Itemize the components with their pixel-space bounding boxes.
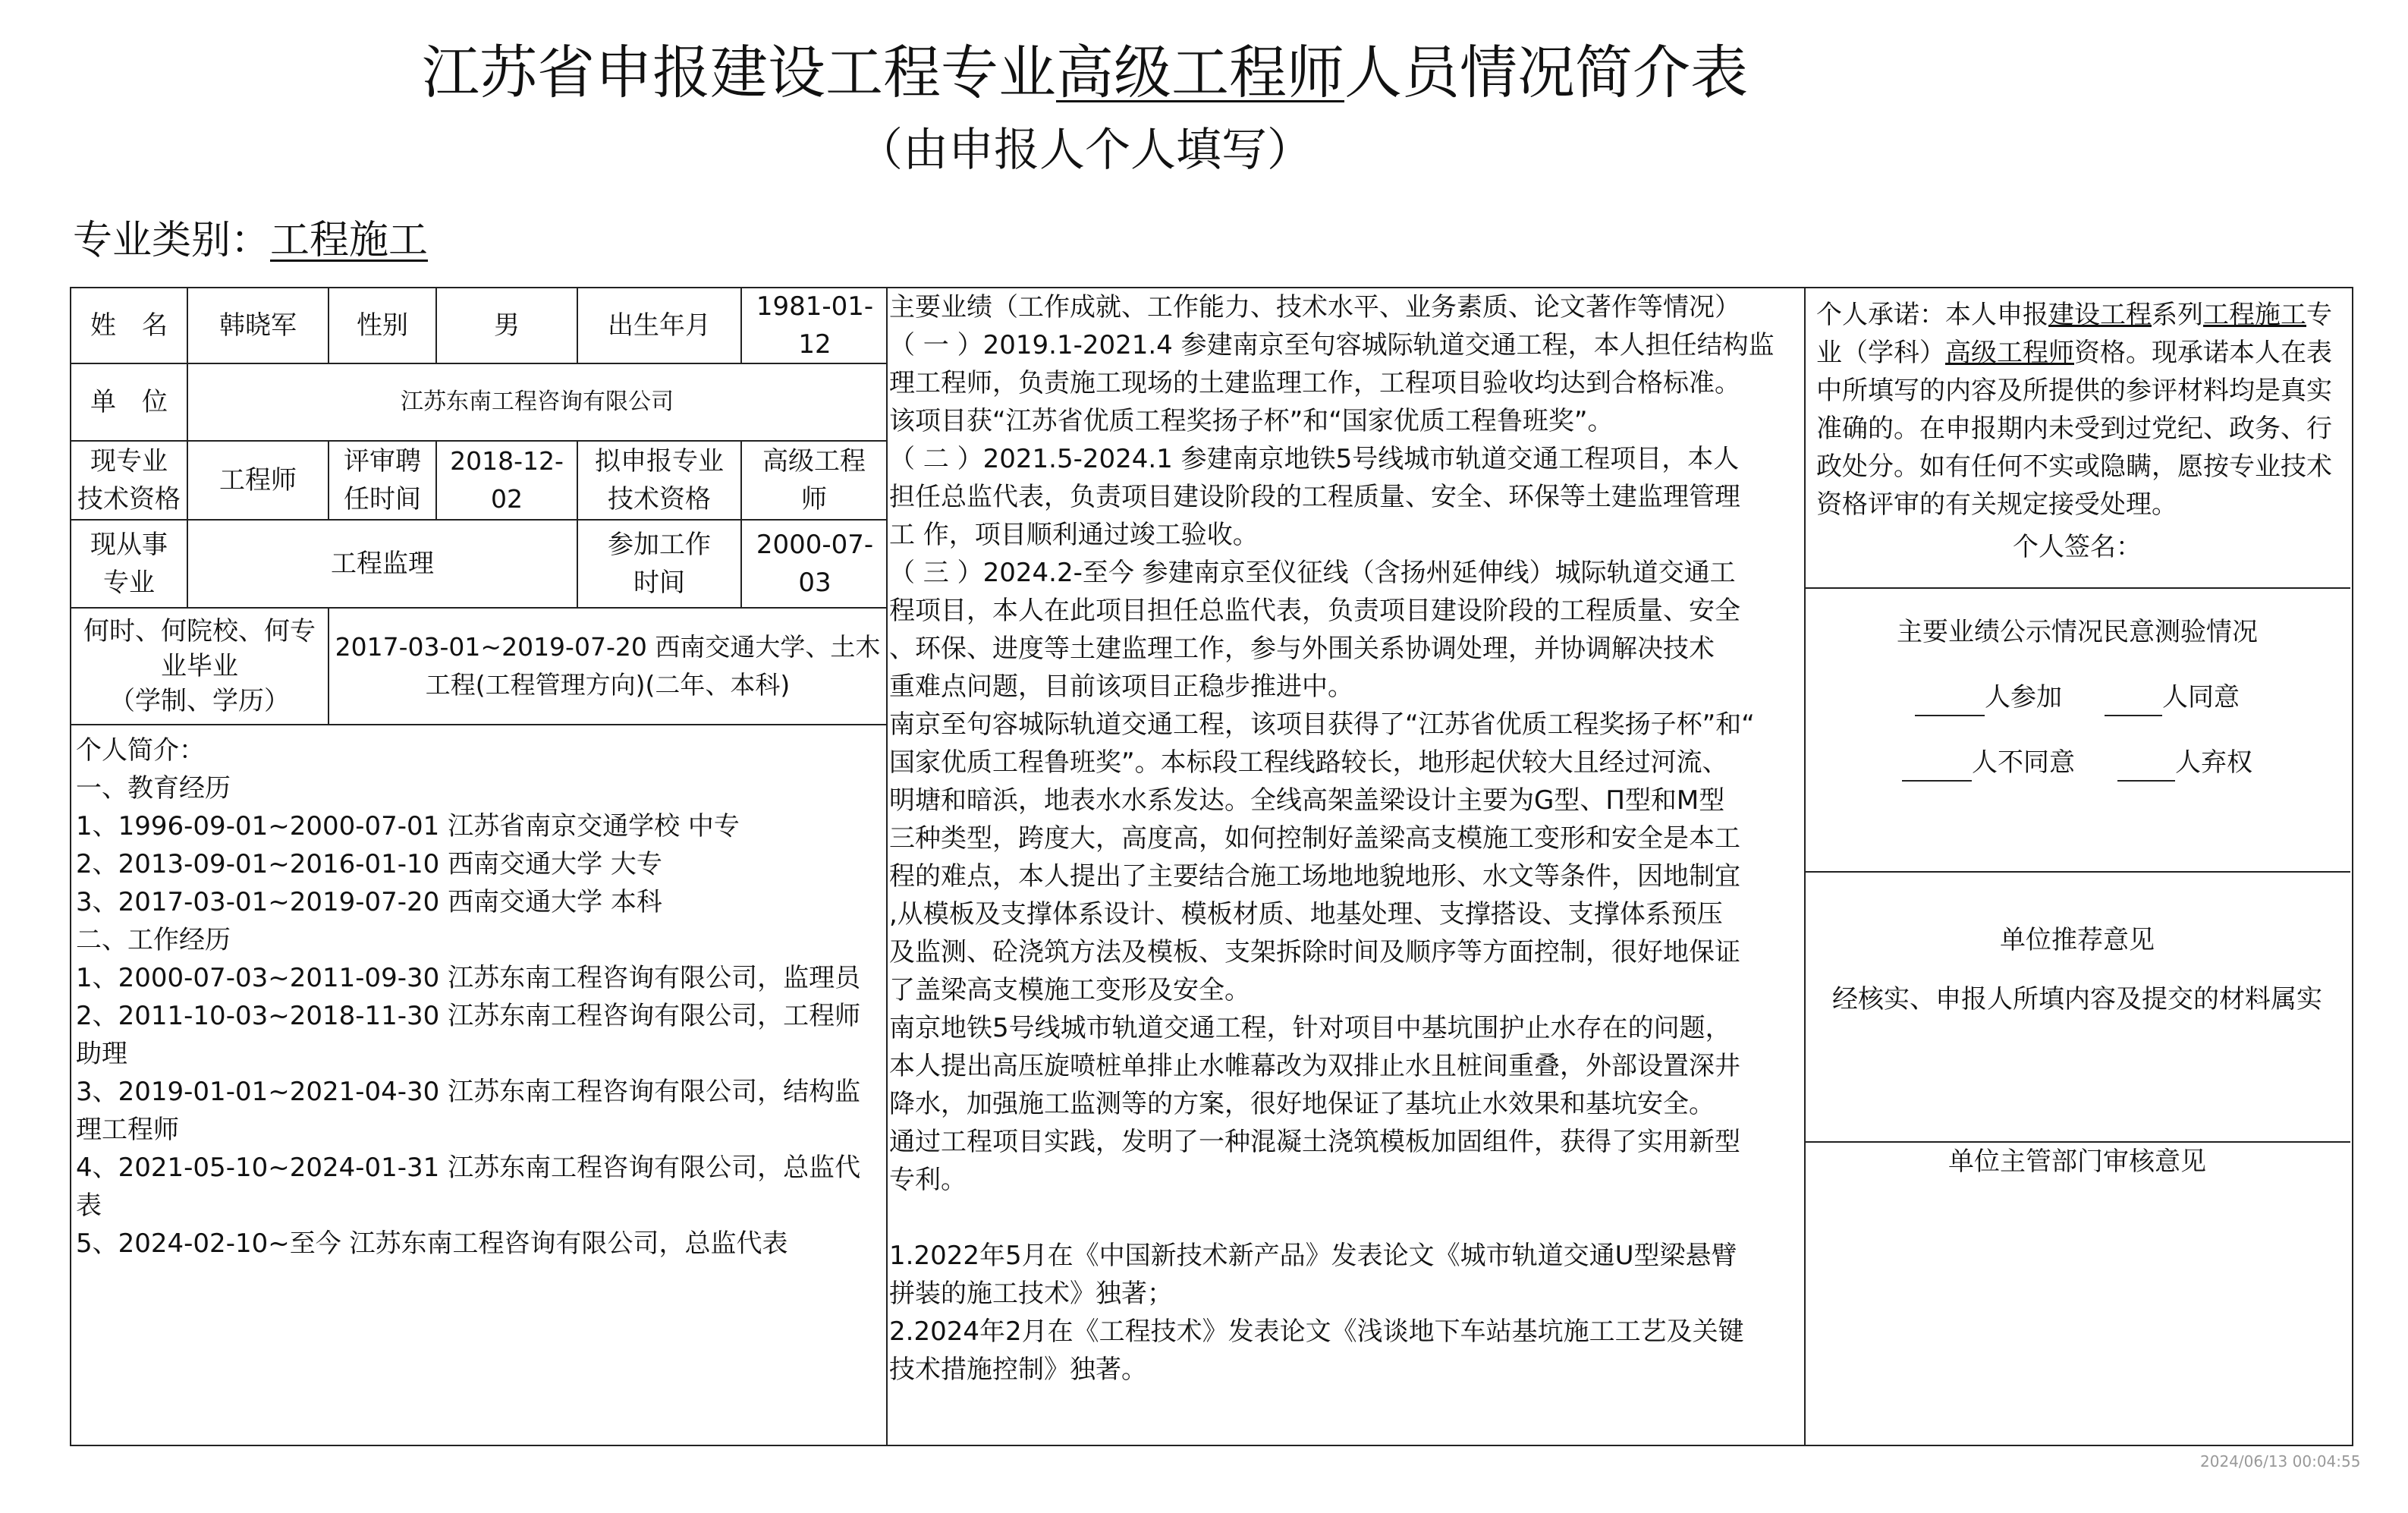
- survey-row-1: [1804, 678, 2350, 716]
- commitment-prefix: 个人承诺：本人申报: [1816, 300, 2048, 330]
- achievements-column: [886, 287, 1806, 1446]
- birth-label: 出生年月: [578, 288, 742, 364]
- personal-bio: 个人简介： 一、教育经历 1、1996-09-01~2000-07-01 江苏省南京交通学校 中专 2、2013-09-01~2016-01-10 西南交通大学 大专 3、2017-03-01~2019-07-20 西南交通大学 本科 二、工作经历 1、2000-07-03~2011-09-30 江苏东南工程咨询有限公司，监理员 2、2011-10-03~2018-11-30 江苏东南工程咨询有限公司，工程师 助理 3、2019-01-01~2021-04-30 江苏东南工程咨询有限公司，结构监 理工程师 4、2021-05-10~2024-01-31 江苏东南工程咨询有限公司，总监代 表 5、2024-02-10~至今 江苏东南工程咨询有限公司，总监代表: [76, 735, 861, 1259]
- title-underlined: 高级工程师: [1056, 39, 1344, 106]
- birth-value: 1981-01-12: [742, 288, 886, 364]
- unit-recommendation: [1804, 873, 2350, 1143]
- page-title: [0, 36, 2170, 109]
- commitment-level: 高级工程师: [1945, 338, 2074, 368]
- recommend-text: 经核实、申报人所填内容及提交的材料属实: [1832, 984, 2322, 1014]
- agree-blank: [2105, 692, 2162, 716]
- apply-qual-value: 高级工程 师: [742, 442, 886, 521]
- timestamp: 2024/06/13 00:04:55: [2200, 1452, 2361, 1471]
- field-value: 工程监理: [188, 521, 578, 609]
- current-qual-value: 工程师: [188, 442, 329, 521]
- commitment-major: 工程施工: [2203, 300, 2306, 330]
- category-label: 专业类别：: [73, 218, 271, 263]
- opinions-column: [1804, 287, 2353, 1446]
- title-before: 江苏省申报建设工程专业: [422, 39, 1056, 106]
- appoint-value: 2018-12-02: [437, 442, 578, 521]
- current-qual-label: 现专业 技术资格: [71, 442, 188, 521]
- personal-info-column: [70, 287, 888, 1446]
- commitment-rest: 资格。现承诺本人在表中所填写的内容及所提供的参评材料均是真实准确的。在申报期内未受到过党纪、政务、行政处分。如有任何不实或隐瞒，愿按专业技术资格评审的有关规定接受处理。: [1816, 338, 2332, 520]
- gender-label: 性别: [329, 288, 437, 364]
- disagree-field: [1902, 744, 2075, 782]
- survey-section: [1804, 589, 2350, 873]
- abstain-field: [2117, 744, 2252, 782]
- unit-label: 单 位: [71, 364, 188, 442]
- dept-title: 单位主管部门审核意见: [1948, 1147, 2206, 1177]
- commitment-mid2: 专业（学科）: [1816, 300, 2332, 368]
- disagree-blank: [1902, 757, 1972, 782]
- participate-field: [1915, 678, 2062, 716]
- commitment-mid1: 系列: [2152, 300, 2203, 330]
- graduation-value: 2017-03-01~2019-07-20 西南交通大学、土木 工程(工程管理方向)(二年、本科): [329, 609, 886, 725]
- achievements-text: 主要业绩（工作成就、工作能力、技术水平、业务素质、论文著作等情况） （ 一 ）2019.1-2021.4 参建南京至句容城际轨道交通工程，本人担任结构监 理工程师，负责施工现场的土建监理工作，工程项目验收均达到合格标准。 该项目获“江苏省优质工程奖扬子杯”和“国家优质工程鲁班奖”。 （ 二 ）2021.5-2024.1 参建南京地铁5号线城市轨道交通工程项目，本人 担任总监代表，负责项目建设阶段的工程质量、安全、环保等土建监理管理 工 作，项目顺利通过竣工验收。 （ 三 ）2024.2-至今 参建南京至仪征线（含扬州延伸线）城际轨道交通工 程项目，本人在此项目担任总监代表，负责项目建设阶段的工程质量、安全 、环保、进度等土建监理工作，参与外围关系协调处理，并协调解决技术 重难点问题，目前该项目正稳步推进中。 南京至句容城际轨道交通工程，该项目获得了“江苏省优质工程奖扬子杯”和“ 国家优质工程鲁班奖”。本标段工程线路较长，地形起伏较大且经过河流、 明塘和暗浜，地表水水系发达。全线高架盖梁设计主要为G型、Π型和M型 三种类型，跨度大，高度高，如何控制好盖梁高支模施工变形和安全是本工 程的难点，本人提出了主要结合施工场地地貌地形、水文等条件，因地制宜 ,从模板及支撑体系设计、模板材质、地基处理、支撑搭设、支撑体系预压 及监测、砼浇筑方法及模板、支架拆除时间及顺序等方面控制，很好地保证 了盖梁高支模施工变形及安全。 南京地铁5号线城市轨道交通工程，针对项目中基坑围护止水存在的问题， 本人提出高压旋喷桩单排止水帷幕改为双排止水且桩间重叠，外部设置深井 降水，加强施工监测等的方案，很好地保证了基坑止水效果和基坑安全。 通过工程项目实践，发明了一种混凝土浇筑模板加固组件，获得了实用新型 专利。 1.2022年5月在《中国新技术新产品》发表论文《城市轨道交通U型梁悬臂 拼装的施工技术》独著； 2.2024年2月在《工程技术》发表论文《浅谈地下车站基坑施工工艺及关键 技术措施控制》独著。: [889, 292, 1775, 1385]
- field-label: 现从事 专业: [71, 521, 188, 609]
- name-value: 韩晓军: [188, 288, 329, 364]
- category-value: 工程施工: [270, 218, 429, 263]
- name-label: 姓 名: [71, 288, 188, 364]
- personal-commitment: [1804, 288, 2350, 589]
- work-start-value: 2000-07-03: [742, 521, 886, 609]
- recommend-title: 单位推荐意见: [2000, 925, 2155, 955]
- participate-label: 人参加: [1985, 682, 2062, 712]
- category-line: [73, 214, 428, 267]
- participate-blank: [1915, 692, 1985, 716]
- gender-value: 男: [437, 288, 578, 364]
- appoint-label: 评审聘 任时间: [329, 442, 437, 521]
- page-subtitle: （由申报人个人填写）: [857, 124, 1312, 177]
- apply-qual-label: 拟申报专业 技术资格: [578, 442, 742, 521]
- commitment-text: [1816, 296, 2338, 524]
- signature-label: 个人签名：: [2013, 532, 2142, 562]
- survey-row-2: [1804, 744, 2350, 782]
- disagree-label: 人不同意: [1972, 747, 2075, 778]
- dept-review: [1804, 1143, 2350, 1445]
- agree-field: [2105, 678, 2240, 716]
- unit-value: 江苏东南工程咨询有限公司: [188, 364, 886, 442]
- agree-label: 人同意: [2162, 682, 2240, 712]
- abstain-label: 人弃权: [2175, 747, 2252, 778]
- work-start-label: 参加工作 时间: [578, 521, 742, 609]
- graduation-label: 何时、何院校、何专 业毕业 （学制、学历）: [71, 609, 329, 725]
- title-after: 人员情况简介表: [1344, 39, 1748, 106]
- abstain-blank: [2117, 757, 2175, 782]
- survey-title: 主要业绩公示情况民意测验情况: [1897, 617, 2258, 647]
- commitment-series: 建设工程: [2048, 300, 2152, 330]
